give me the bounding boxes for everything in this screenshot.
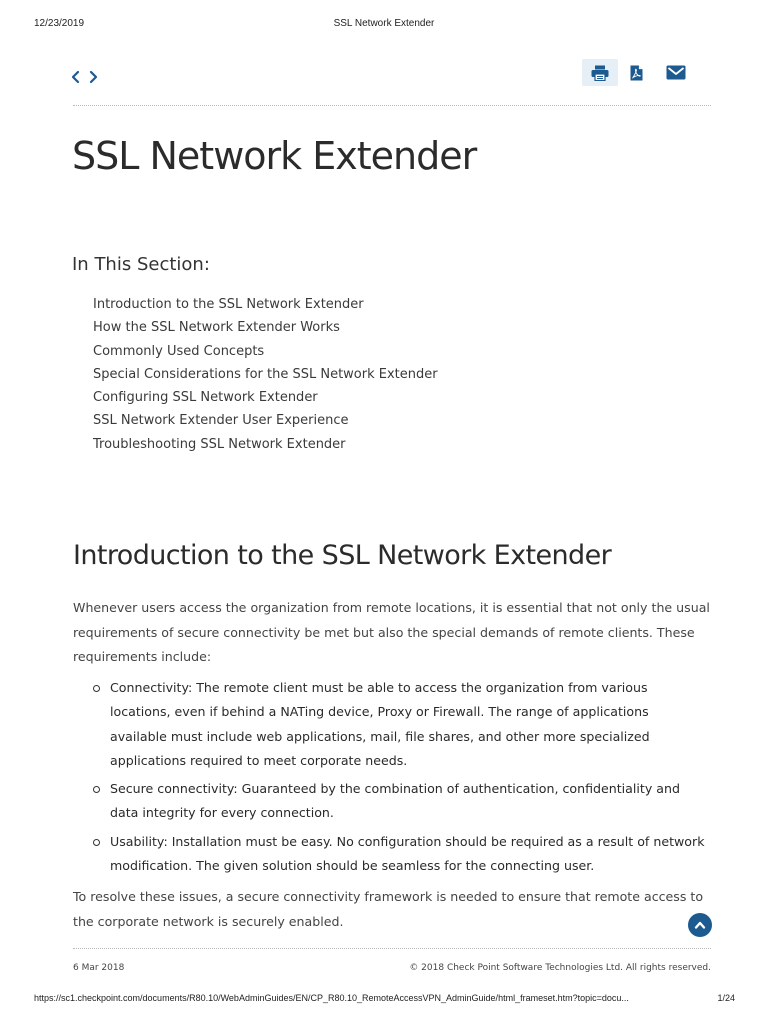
- requirements-list: [92, 676, 706, 882]
- section-link[interactable]: Introduction to the SSL Network Extender: [93, 297, 364, 312]
- section-links: [93, 294, 438, 457]
- print-title: SSL Network Extender: [333, 18, 435, 29]
- list-item: [93, 434, 438, 457]
- list-item: Secure connectivity: Guaranteed by the combination of authentication, confidentiality and data integrity for every connection.: [92, 777, 706, 826]
- intro-heading: Introduction to the SSL Network Extender: [73, 540, 612, 571]
- topic-navigation: [70, 66, 99, 84]
- list-item: [93, 364, 438, 387]
- back-to-top-button[interactable]: [688, 913, 712, 937]
- print-url: https://sc1.checkpoint.com/documents/R80.10/WebAdminGuides/EN/CP_R80.10_RemoteAccessVPN_AdminGuide/html_frameset.htm?topic=docu...: [34, 993, 629, 1003]
- header-divider: [73, 105, 711, 106]
- envelope-icon: [666, 65, 686, 80]
- print-button[interactable]: [582, 59, 618, 86]
- print-footer: [0, 993, 768, 1007]
- page-number: 1/24: [717, 993, 735, 1003]
- publish-date: 6 Mar 2018: [73, 963, 125, 973]
- page-title: SSL Network Extender: [72, 134, 477, 178]
- in-this-section-heading: In This Section:: [72, 254, 210, 275]
- section-link[interactable]: SSL Network Extender User Experience: [93, 413, 349, 429]
- list-item: Connectivity: The remote client must be able to access the organization from various locations, even if behind a NATing device, Proxy or Firewall. The range of applications available must include web applications, mail, file shares, and other more specialized applications required to meet corporate needs.: [92, 676, 706, 773]
- section-link[interactable]: Commonly Used Concepts: [93, 343, 265, 359]
- closing-paragraph: To resolve these issues, a secure connectivity framework is needed to ensure that remote access to the corporate network is securely enabled.: [73, 889, 704, 929]
- chevron-left-icon: [70, 68, 82, 86]
- section-link[interactable]: Troubleshooting SSL Network Extender: [93, 436, 346, 452]
- section-link[interactable]: Special Considerations for the SSL Network Extender: [93, 366, 438, 382]
- list-item: [93, 317, 438, 340]
- section-link[interactable]: How the SSL Network Extender Works: [93, 320, 340, 336]
- print-date: 12/23/2019: [34, 18, 85, 29]
- previous-topic-button[interactable]: [70, 66, 82, 84]
- pdf-button[interactable]: [618, 59, 654, 86]
- list-item: [93, 294, 438, 317]
- list-item: [93, 341, 438, 364]
- chevron-right-icon: [87, 68, 99, 86]
- list-item: [93, 387, 438, 410]
- list-item: Usability: Installation must be easy. No configuration should be required as a result of network modification. The given solution should be seamless for the connecting user.: [92, 830, 706, 879]
- next-topic-button[interactable]: [87, 66, 99, 84]
- email-button[interactable]: [656, 59, 696, 86]
- copyright: © 2018 Check Point Software Technologies Ltd. All rights reserved.: [409, 963, 711, 973]
- footer-divider: [73, 948, 711, 949]
- chevron-up-icon: [693, 918, 707, 932]
- intro-paragraph: Whenever users access the organization from remote locations, it is essential that not only the usual requirements of secure connectivity be met but also the special demands of remote clients. These requirements include:: [73, 600, 710, 664]
- pdf-file-icon: [630, 65, 643, 81]
- list-item: [93, 410, 438, 433]
- section-link[interactable]: Configuring SSL Network Extender: [93, 390, 318, 406]
- printer-icon: [591, 65, 609, 81]
- print-header: [0, 18, 768, 32]
